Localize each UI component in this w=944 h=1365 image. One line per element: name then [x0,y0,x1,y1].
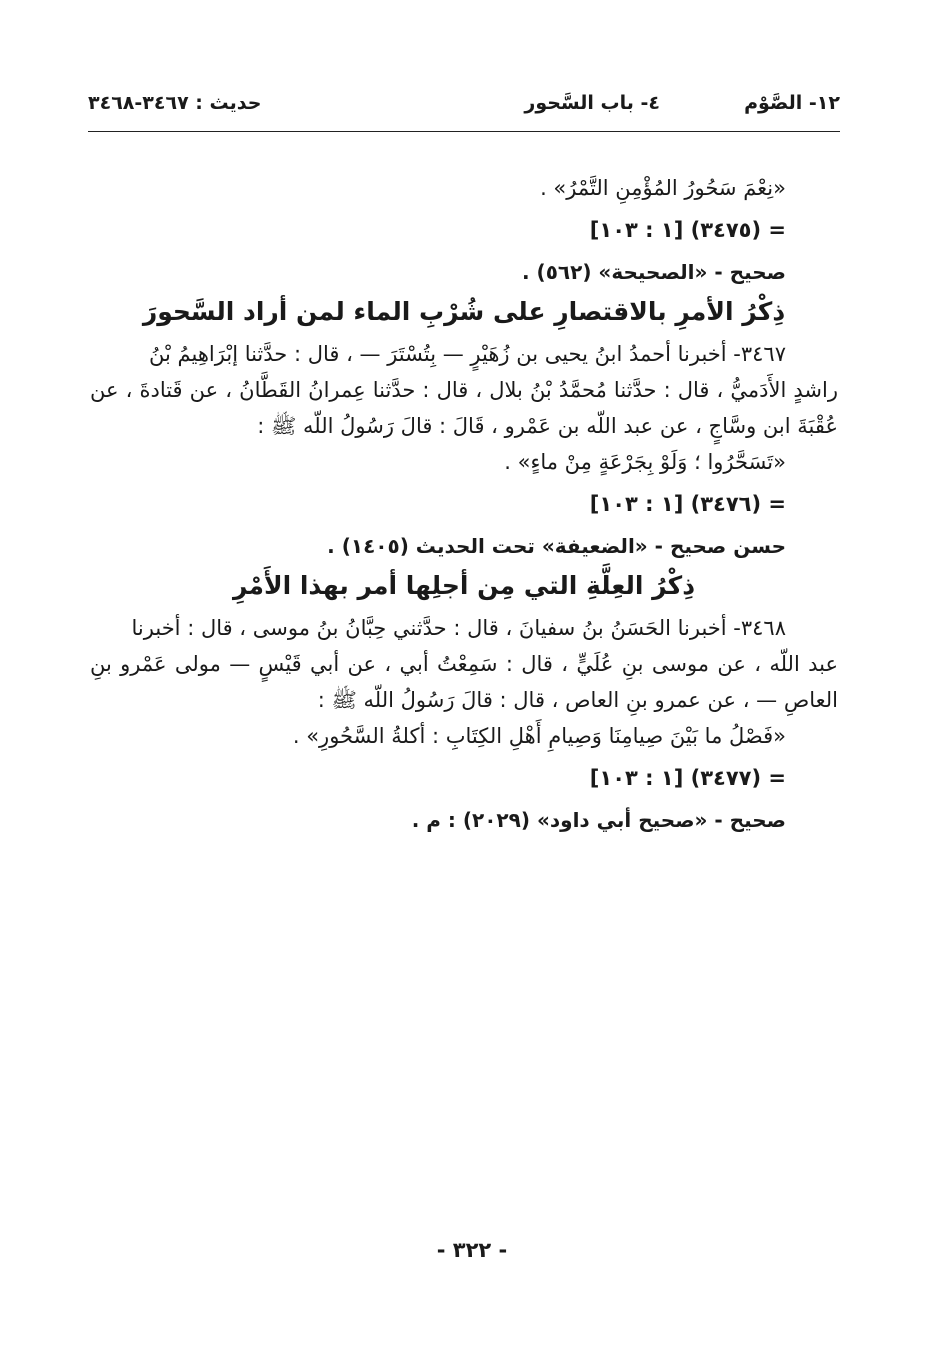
header-rule [88,131,840,132]
hadith-range: حديث : ٣٤٦٧-٣٤٦٨ [88,92,262,114]
hadith-quote: «تَسَحَّرُوا ؛ وَلَوْ بِجَرْعَةٍ مِنْ ماءٍ» . [504,450,786,474]
isnad-line: راشدٍ الأَدَميُّ ، قال : حدَّثنا مُحمَّدُ بْنُ بلال ، قال : حدَّثنا عِمرانُ القَطَّانُ ، عن قَتادةَ ، عن [90,378,838,402]
hadith-quote: «فَصْلُ ما بَيْنَ صِيامِنَا وَصِيامِ أَهْلِ الكِتَابِ : أكلةُ السَّحُورِ» . [292,724,786,748]
isnad-line: ٣٤٦٧- أخبرنا أحمدُ ابنُ يحيى بن زُهَيْرٍ — بِتُسْتَرَ — ، قال : حدَّثنا إبْرَاهِيمُ بْنُ [149,342,786,366]
hadith-grade: صحيح - «صحيح أبي داود» (٢٠٢٩) : م . [411,808,786,832]
hadith-quote: «نِعْمَ سَحُورُ المُؤْمِنِ التَّمْرُ» . [540,176,786,200]
isnad-line: عُقْبَةَ ابن وسَّاجٍ ، عن عبد اللّه بن عَمْرو ، قَالَ : قالَ رَسُولُ اللّه ﷺ : [257,414,838,438]
page-number: - ٣٢٢ - [436,1238,508,1262]
isnad-line: عبد اللّه ، عن موسى بنِ عُلَيٍّ ، قال : سَمِعْتُ أبي ، عن أبي قَيْسٍ — مولى عَمْرو بنِ [90,652,838,676]
hadith-reference: = (٣٤٧٧) [١ : ١٠٣] [589,766,786,790]
hadith-reference: = (٣٤٧٥) [١ : ١٠٣] [589,218,786,242]
section-title: ٤- باب السَّحور [524,92,660,114]
isnad-line: ٣٤٦٨- أخبرنا الحَسَنُ بنُ سفيانَ ، قال : حدَّثني حِبَّانُ بنُ موسى ، قال : أخبرنا [131,616,786,640]
hadith-grade: صحيح - «الصحيحة» (٥٦٢) . [521,260,786,284]
hadith-grade: حسن صحيح - «الضعيفة» تحت الحديث (١٤٠٥) . [327,534,786,558]
chapter-heading: ذِكْرُ الأمرِ بالاقتصارِ على شُرْبِ الماء لمن أراد السَّحورَ [142,297,786,326]
hadith-reference: = (٣٤٧٦) [١ : ١٠٣] [589,492,786,516]
isnad-line: العاصِ — ، عن عمرو بنِ العاص ، قال : قالَ رَسُولُ اللّه ﷺ : [317,688,838,712]
chapter-heading: ذِكْرُ العِلَّةِ التي مِن أجلِها أمر بهذا الأَمْرِ [232,571,696,600]
chapter-title: ١٢- الصَّوْم [744,92,840,114]
page-body [90,170,838,838]
running-header [88,92,840,126]
